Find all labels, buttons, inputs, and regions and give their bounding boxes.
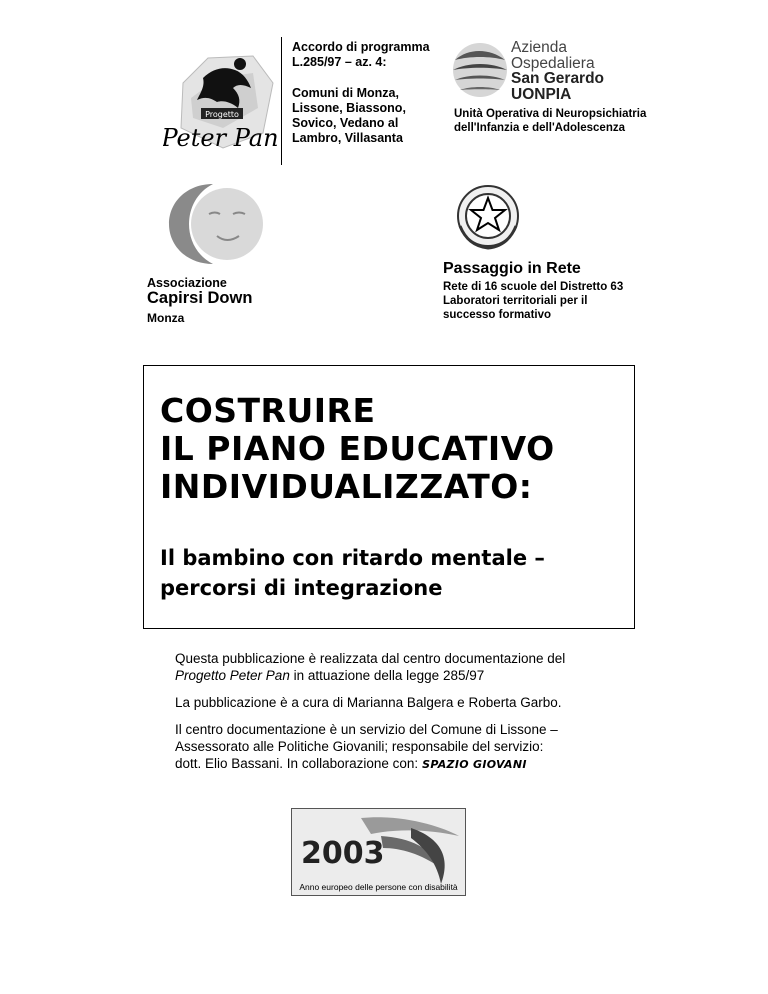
- italian-emblem: [448, 180, 528, 252]
- logo-label-name: Peter Pan: [163, 124, 278, 152]
- eu-year: 2003: [301, 836, 385, 871]
- network-title: Passaggio in Rete: [443, 260, 581, 277]
- association-label: Associazione: [147, 276, 227, 290]
- publication-paragraph: Questa pubblicazione è realizzata dal centro documentazione del Progetto Peter Pan in attuazione della legge 285/97: [175, 651, 566, 683]
- comuni-text: Comuni di Monza, Lissone, Biassono, Sovico, Vedano al Lambro, Villasanta: [292, 86, 406, 145]
- main-title: COSTRUIRE IL PIANO EDUCATIVO INDIVIDUALIZZATO:: [160, 391, 555, 506]
- network-lines: Rete di 16 scuole del Distretto 63 Laboratori territoriali per il successo formativo: [443, 281, 624, 321]
- project-name: Progetto Peter Pan: [175, 668, 290, 683]
- association-city: Monza: [147, 311, 185, 325]
- accordo-text: Accordo di programma L.285/97 – az. 4:: [292, 40, 430, 69]
- association-name: Capirsi Down: [147, 289, 253, 307]
- unita-text: Unità Operativa di Neuropsichiatria dell'Infanzia e dell'Adolescenza: [454, 108, 647, 134]
- azienda-text: Azienda Ospedaliera San Gerardo UONPIA: [511, 39, 605, 103]
- title-box: [143, 365, 635, 629]
- peter-pan-logo: [163, 38, 278, 163]
- spazio-giovani-logo: SPAZIO GIOVANI: [422, 758, 527, 771]
- logo-label-project: Progetto: [205, 110, 239, 119]
- eu-caption: Anno europeo delle persone con disabilità: [299, 882, 458, 892]
- service-paragraph: Il centro documentazione è un servizio del Comune di Lissone – Assessorato alle Politiche Giovanili; responsabile del servizio: dott. Elio Bassani. In collaborazione con: SPAZIO GIOVANI: [175, 722, 558, 771]
- subtitle: Il bambino con ritardo mentale – percorsi di integrazione: [160, 546, 545, 600]
- capirsi-down-logo: [165, 178, 267, 268]
- header-divider: [281, 37, 282, 165]
- curators-paragraph: La pubblicazione è a cura di Marianna Balgera e Roberta Garbo.: [175, 695, 562, 710]
